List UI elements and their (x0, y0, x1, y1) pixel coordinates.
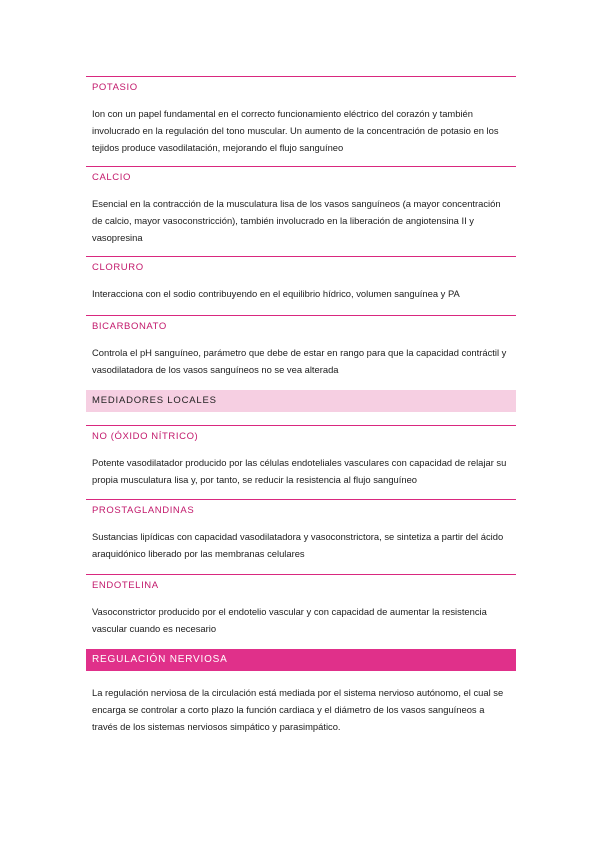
section-regulacion-nerviosa (86, 684, 516, 735)
section-heading: ENDOTELINA (92, 580, 159, 591)
section-text: La regulación nerviosa de la circulación está mediada por el sistema nervioso autónomo, el cual se encarga se controlar a corto plazo la función cardiaca y el diámetro de los vasos sanguíneos a través de los sistemas nerviosos simpático y parasimpático. (92, 687, 504, 732)
section-heading: PROSTAGLANDINAS (92, 505, 195, 516)
section-text: Potente vasodilatador producido por las células endoteliales vasculares con capacidad de relajar su propia musculatura lisa y, por tanto, se reducir la resistencia al flujo sanguíneo (92, 457, 507, 485)
section-heading: CALCIO (92, 172, 131, 183)
band-label: MEDIADORES LOCALES (92, 395, 217, 406)
mediadores-locales-band (86, 390, 516, 412)
section-heading: BICARBONATO (92, 321, 167, 332)
section-bicarbonato (86, 315, 516, 378)
section-heading: NO (ÓXIDO NÍTRICO) (92, 431, 199, 442)
section-endotelina (86, 574, 516, 637)
band-label: REGULACIÓN NERVIOSA (92, 654, 228, 665)
section-oxido-nitrico (86, 425, 516, 488)
section-text: Sustancias lipídicas con capacidad vasodilatadora y vasoconstrictora, se sintetiza a partir del ácido araquidónico liberado por las membranas celulares (92, 531, 504, 559)
section-text: Ion con un papel fundamental en el correcto funcionamiento eléctrico del corazón y también involucrado en la regulación del tono muscular. Un aumento de la concentración de potasio en los tejidos produce vasodilatación, mejorando el flujo sanguíneo (92, 108, 499, 153)
section-heading: CLORURO (92, 262, 144, 273)
section-calcio (86, 166, 516, 246)
section-cloruro (86, 256, 516, 302)
section-heading: POTASIO (92, 82, 138, 93)
section-text: Vasoconstrictor producido por el endotelio vascular y con capacidad de aumentar la resistencia vascular cuando es necesario (92, 606, 487, 634)
section-text: Interacciona con el sodio contribuyendo en el equilibrio hídrico, volumen sanguínea y PA (92, 288, 460, 299)
section-prostaglandinas (86, 499, 516, 562)
section-text: Esencial en la contracción de la musculatura lisa de los vasos sanguíneos (a mayor concentración de calcio, mayor vasoconstricción), también involucrado en la liberación de angiotensina II y vasopresina (92, 198, 501, 243)
section-text: Controla el pH sanguíneo, parámetro que debe de estar en rango para que la capacidad contráctil y vasodilatadora de los vasos sanguíneos no se vea alterada (92, 347, 507, 375)
regulacion-nerviosa-band (86, 649, 516, 671)
section-potasio (86, 76, 516, 156)
